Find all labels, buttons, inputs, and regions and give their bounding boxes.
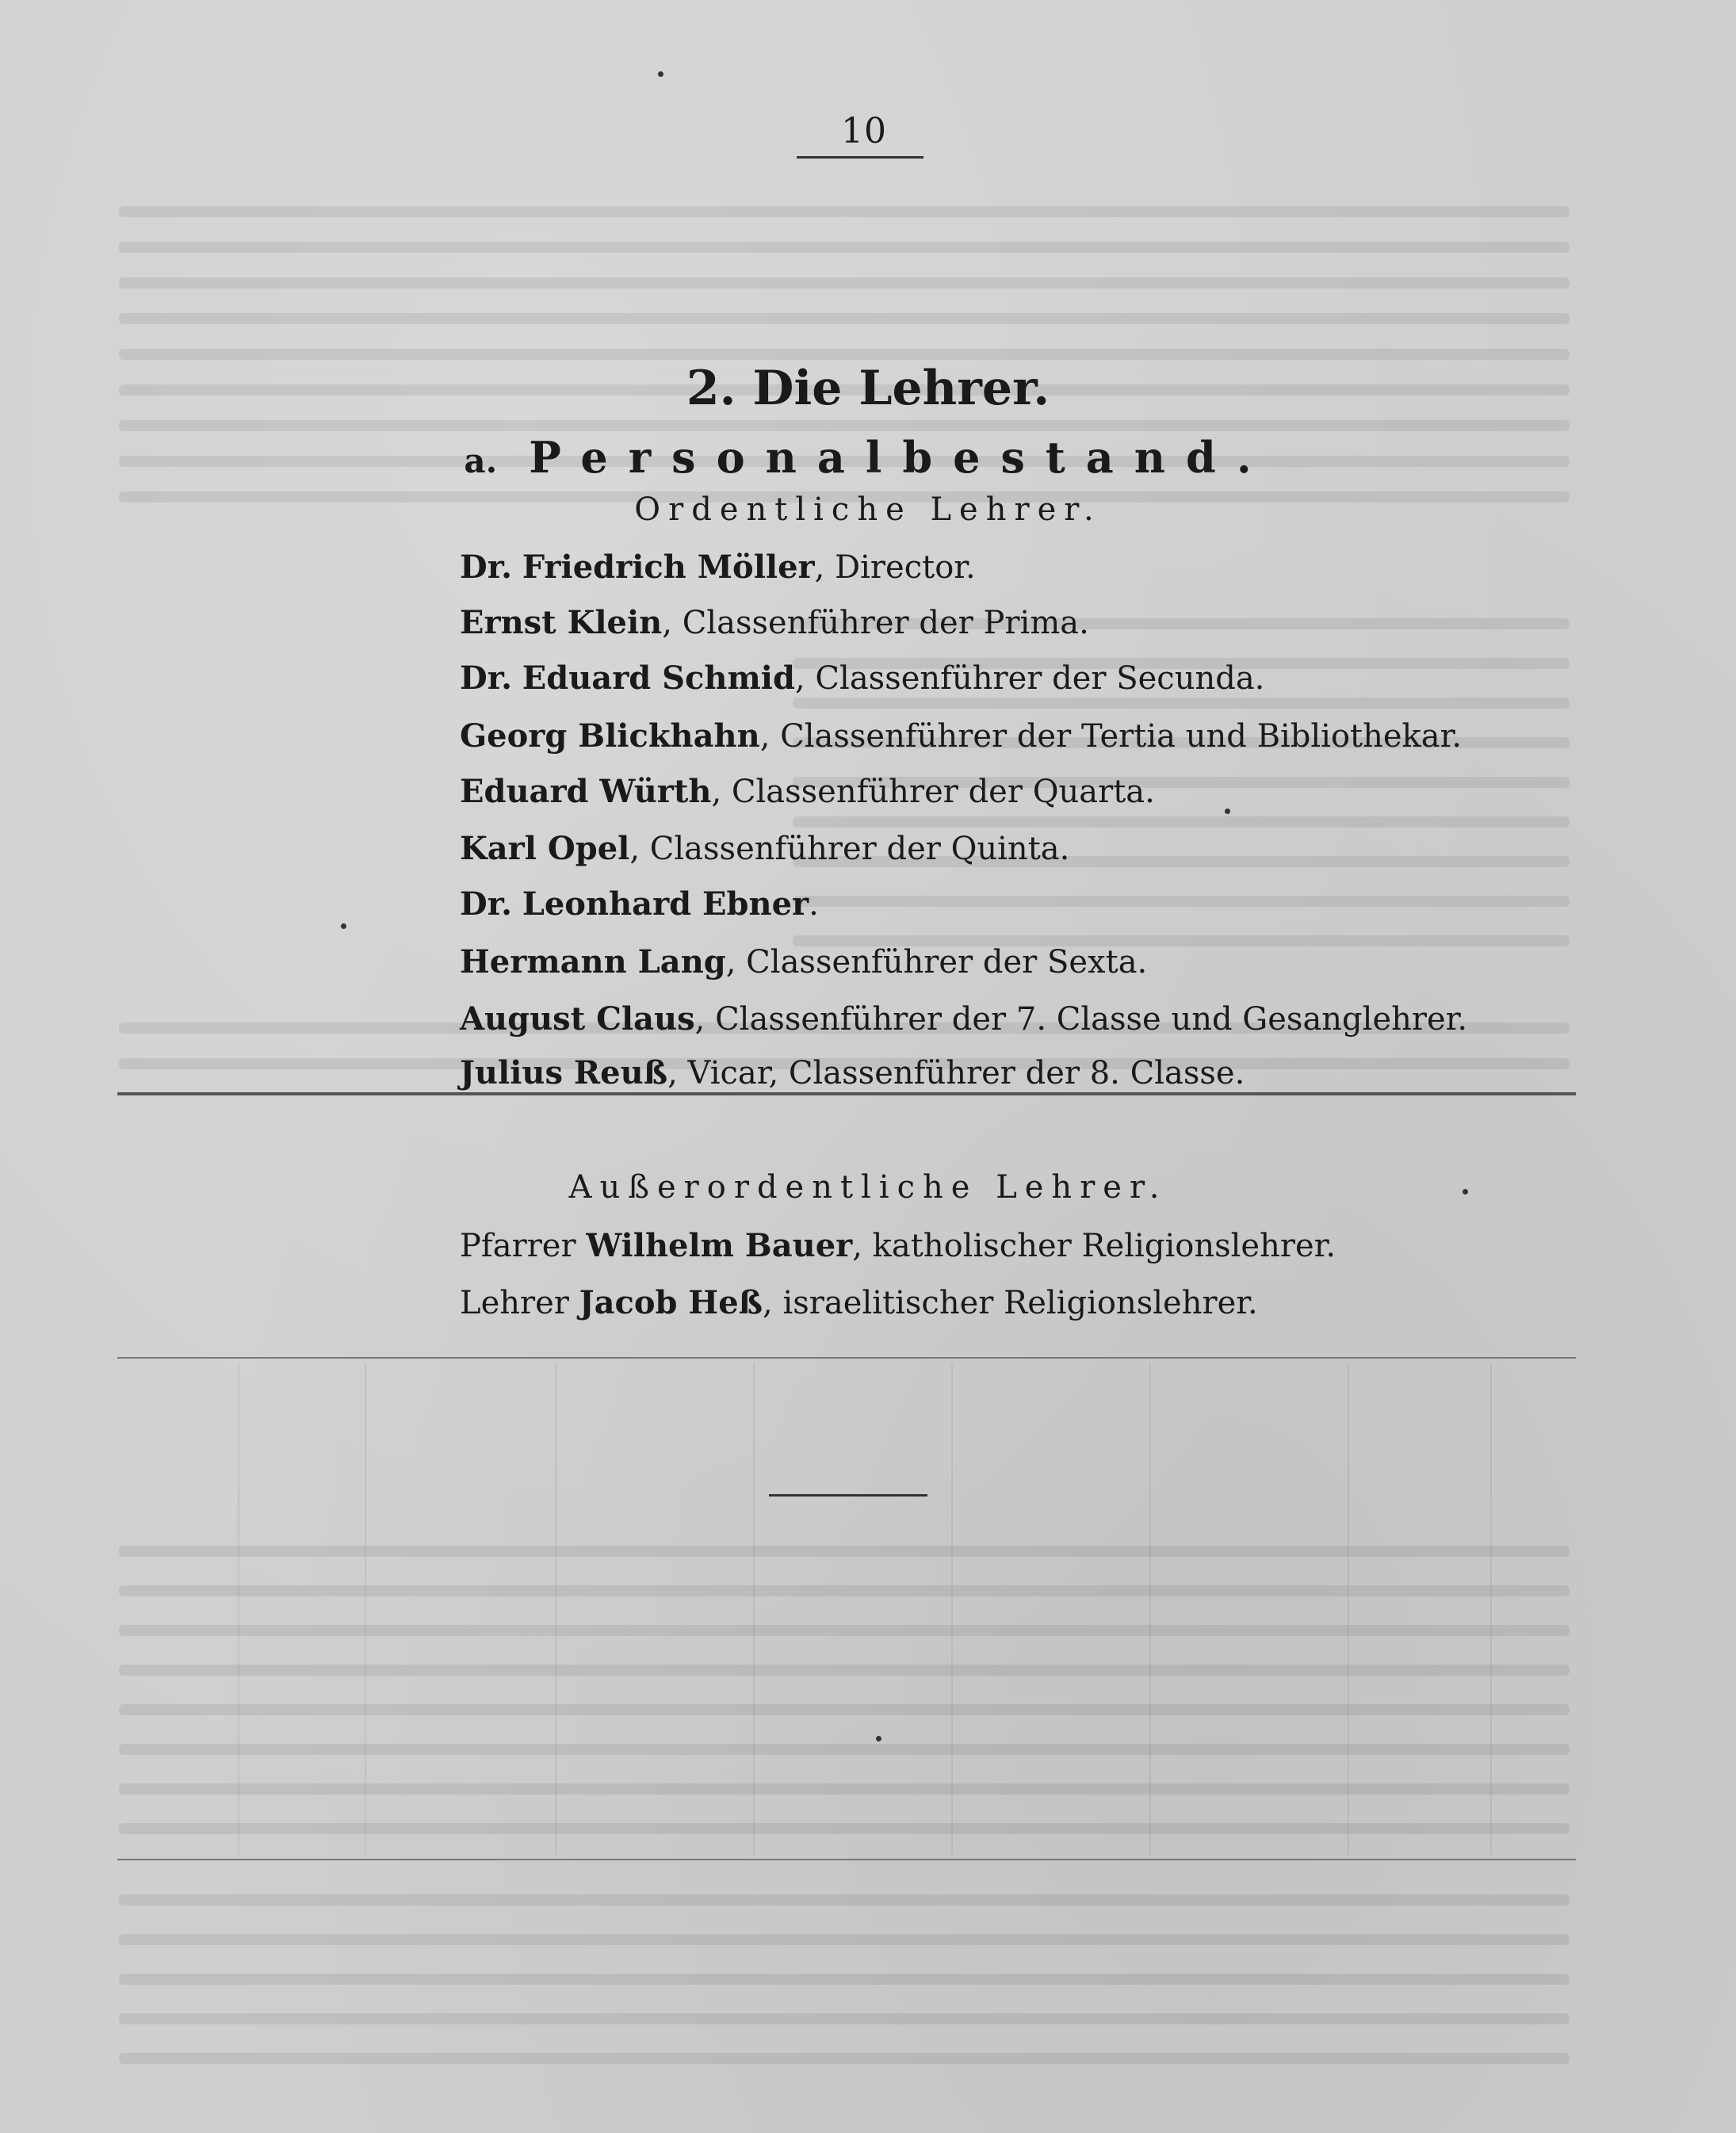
teacher-prefix: Dr. [460,549,513,586]
teacher-role: , Vicar, Classenführer der 8. Classe. [667,1055,1245,1091]
teacher-entry [460,885,819,923]
speck-mark [876,1736,881,1741]
teacher-entry [460,604,1089,641]
section-title: 2. Die Lehrer. [686,361,1050,416]
teacher-role: , Classenführer der Quarta. [711,774,1155,810]
teacher-name: Ernst Klein [460,604,663,641]
teacher-role: , israelitischer Religionslehrer. [763,1285,1258,1321]
teacher-entry [460,549,976,586]
teacher-name: Eduard Schmid [522,659,795,697]
teacher-entry [460,830,1069,867]
teacher-entry [460,1054,1245,1091]
end-rule [769,1494,927,1497]
teacher-name: Georg Blickhahn [460,717,760,755]
teacher-entry [460,773,1155,810]
bleed-table-rule [117,1859,1576,1860]
teacher-entry [460,1000,1467,1038]
teacher-entry [460,1284,1258,1321]
teacher-prefix: Pfarrer [460,1228,576,1264]
teacher-name: Jacob Heß [579,1284,763,1321]
teacher-name: Leonhard Ebner [522,885,809,923]
teacher-name: Hermann Lang [460,943,726,980]
teacher-role: , Classenführer der Quinta. [629,831,1070,867]
subsection-title [0,432,1736,483]
speck-mark [1463,1189,1468,1195]
teacher-name: Julius Reuß [460,1054,668,1091]
subsection-prefix: a. [464,442,498,480]
bleed-table-rule [117,1357,1576,1359]
speck-mark [1225,808,1230,814]
page-number: 10 [841,111,887,151]
teacher-name: Friedrich Möller [522,549,815,586]
bleed-table-rule [117,1092,1576,1095]
teacher-name: August Claus [460,1000,695,1038]
teacher-entry [460,1227,1336,1264]
teacher-role: , katholischer Religionslehrer. [852,1228,1336,1264]
teacher-role: , Classenführer der Prima. [662,605,1089,641]
teacher-role: . [809,886,819,923]
teacher-entry [460,659,1264,697]
teacher-prefix: Lehrer [460,1285,569,1321]
teacher-name: Karl Opel [460,830,630,867]
teacher-prefix: Dr. [460,885,513,923]
speck-mark [341,923,346,929]
teacher-role: , Classenführer der Tertia und Bibliothekar. [759,718,1463,755]
subsection-label: Personalbestand. [529,432,1272,483]
page-number-underline [797,156,923,159]
teacher-name: Wilhelm Bauer [586,1227,853,1264]
speck-mark [658,71,663,77]
teacher-role: , Classenführer der 7. Classe und Gesanglehrer. [694,1001,1468,1038]
teacher-role: , Classenführer der Secunda. [794,660,1265,697]
teacher-entry [460,717,1462,755]
teacher-role: , Director. [814,549,976,586]
teacher-entry [460,943,1147,980]
teacher-name: Eduard Würth [460,773,712,810]
regular-teachers-heading: Ordentliche Lehrer. [634,491,1102,528]
extraordinary-teachers-heading: Außerordentliche Lehrer. [568,1169,1168,1206]
teacher-prefix: Dr. [460,659,513,697]
teacher-role: , Classenführer der Sexta. [725,944,1148,980]
